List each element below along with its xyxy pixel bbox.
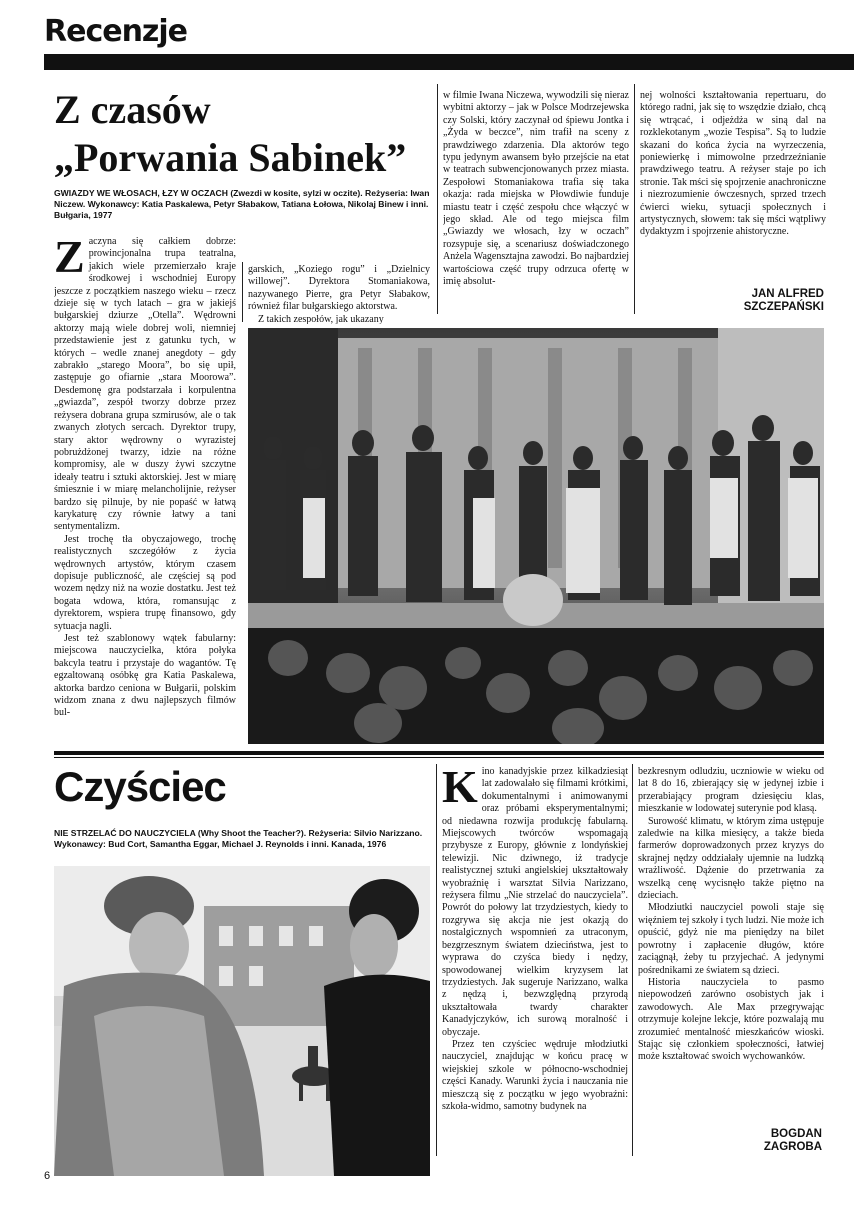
- article-divider: [54, 751, 824, 755]
- column-divider: [632, 764, 633, 1156]
- byline-line: ZAGROBA: [763, 1141, 822, 1153]
- section-label: Recenzje: [44, 14, 188, 49]
- article1-credits: GWIAZDY WE WŁOSACH, ŁZY W OCZACH (Zwezdi w kosite, sylzi w oczite). Reżyseria: Iwan Niczew. Wykonawcy: Katia Paskalewa, Petyr Słabakow, Tatiana Łołowa, Nikolaj Binew i inni. Bułgaria, 1977: [54, 188, 430, 220]
- article2-column-1: [442, 766, 628, 1158]
- column-divider: [634, 84, 635, 314]
- article1-column-2: [248, 264, 430, 324]
- article2-credits: NIE STRZELAĆ DO NAUCZYCIELA (Why Shoot the Teacher?). Reżyseria: Silvio Narizzano. Wykonawcy: Bud Cort, Samantha Eggar, Michael J. Reynolds i inni. Kanada, 1976: [54, 828, 423, 849]
- article1-paragraph: Z takich zespołów, jak ukazany: [258, 313, 384, 324]
- article1-paragraph: w filmie Iwana Niczewa, wywodzili się nieraz wybitni aktorzy – jak w Polsce Modrzejewska czy Solski, który zaczynał od śpiewu Jontka i „Żyda w beczce”, nim trafił na sceny z prawdziwego zdarzenia. Dla aktorów tego typu jedynym awansem było przejście na etat w teatrach subwencjonowanych przez miasta. Zespołowi Stomaniakowa trafia się taka okazja: rada miejska w Płowdiwie funduje miastu teatr i część zespołu chce włączyć w jego skład. Ale od tego miejsca film „Gwiazdy we włosach, łzy w oczach” rozsypuje się, a scenariusz doświadczonego Anżela Wagensztajna zawodzi. Bo najbardziej wartościowa część trupy odrzuca ofertę w imię absolut-: [443, 90, 629, 288]
- film-still-photo: [54, 866, 430, 1176]
- article1-paragraph: aczyna się całkiem dobrze: prowincjonalna trupa teatralna, jakich wiele przemierzało kraje środkowej i wschodniej Europy jeszcze z początkiem naszego wieku – rzecz dzieje się w tych latach – gra w jakiejś bułgarskiej dziurze „Otella”. Wędrowni aktorzy mają wiele dobrej woli, niemniej przedstawienie jest z gatunku tych, w których – wedle znanej anegdoty – gdy zabrakło „starego Moora”, bo się upił, zastępuje go ofiarnie „stara Moorowa”. Desdemonę gra podstarzała i korpulentna „gwiazda”, zespół tworzy dobrze przez reżysera dobrana grupa szmirusów, ale o tak zwanych złotych sercach. Dyrektor trupy, stary aktor wędrowny o wyrazistej pobrużdżonej twarzy, idzie na różne kompromisy, ale w duszy żywi szczytne ideały teatru i sztuki aktorskiej. Jest w miarę śmiesznie i w miarę melancholijnie, reżyser bardzo się pilnuje, by nie popaść w łatwą karykaturę czy równie łatwy a tani sentymentalizm.: [54, 236, 236, 533]
- article1-column-1: [54, 236, 236, 746]
- article2-paragraph: Młodziutki nauczyciel powoli staje się więźniem tej szkoły i tych ludzi. Nie może ich opuścić, gdyż nie ma pieniędzy na bilet powrotny i zapłacenie długów, które zaciągnął, żeby tu przyjechać. A jedynymi pośrednikami ze światem są dzieci.: [638, 902, 824, 976]
- article1-byline: [640, 288, 824, 314]
- column-divider: [436, 764, 437, 1156]
- article2-byline: [638, 1128, 822, 1154]
- article2-paragraph: ino kanadyjskie przez kilkadziesiąt lat zadowalało się filmami krótkimi, dokumentalnymi i animowanymi oraz próbami eksperymentalnymi; od niedawna rozwija produkcję fabularną. Miejscowych twórców wspomagają przybysze z Europy, głównie z londyńskiej telewizji. Nic dziwnego, iż tradycje realistycznej sztuki angielskiej ukształtowały wyobraźnię i warsztat Silvia Narizzano, reżysera filmu „Nie strzelać do nauczyciela”. Powrót do połowy lat trzydziestych, kiedy to rozgrywa się akcja nie jest okazją do nostalgicznych wspomnień za utraconym, bezgrzesznym światem dzieciństwa, jest to wyprawa do czyśca biedy i nędzy, spowodowanej wielkim kryzysem lat trzydziestych. Jak sugeruje Narizzano, walka z nędzą i, bezwzględną przyrodą ukształtowała twardy charakter Kanadyjczyków, ich surową moralność i obyczaje.: [442, 766, 628, 1038]
- article1-title-line2: „Porwania Sabinek”: [54, 135, 407, 180]
- column-divider: [437, 84, 438, 314]
- article1-paragraph: nej wolności kształtowania repertuaru, do którego radni, jak się to wszędzie działo, chcą się wtrącać, i odjeżdża w siną dal na rozklekotanym „wozie Tespisa”. Są to ludzie skazani do końca życia na wyrzeczenia, poniewierkę i mimowolne przedrzeźnianie prawdziwego teatru. A reżyser staje po ich stronie. Tak mści się spojrzenie anachroniczne i niezrozumienie ówczesnych, sprzed trzech ćwierci wieku, sytuacji społecznych i artystycznych, słowem: tak się mści wątpliwy dydaktyzm i spojrzenie ahistoryczne.: [640, 90, 826, 238]
- article1-column-4: [640, 90, 826, 270]
- article2-paragraph: bezkresnym odludziu, uczniowie w wieku od lat 8 do 16, zbierający się w jedynej izbie i przerabiający program dziesięciu klas, mieszkanie w lodowatej suterynie pod klasą.: [638, 766, 824, 815]
- article2-paragraph: Przez ten czyściec wędruje młodziutki nauczyciel, znajdując w końcu pracę w wiejskiej szkole w północno-wschodniej części Kanady. Warunki życia i nauczania nie mieszczą się z początku w jego wyobraźni: szkoła-widmo, samotny budynek na: [442, 1038, 628, 1112]
- article2-paragraph: Surowość klimatu, w którym zima ustępuje zaledwie na kilka miesięcy, a także bieda farmerów doprowadzonych przez kryzys do skrajnej nędzy oddziałały ujemnie na ludzką wrażliwość. Dążenie do przetrwania za wszelką cenę wycisnęło także piętno na dzieciach.: [638, 815, 824, 902]
- article2-dropcap: K: [442, 766, 478, 812]
- byline-line: SZCZEPAŃSKI: [743, 301, 824, 313]
- header-rule: [44, 54, 854, 70]
- page-number: 6: [44, 1170, 51, 1182]
- article-divider-thin: [54, 757, 824, 758]
- article2-column-2: [638, 766, 824, 1106]
- article2-title: Czyściec: [54, 763, 226, 810]
- column-divider: [242, 262, 243, 322]
- article1-title: [54, 86, 434, 182]
- stage-scene-photo: [248, 328, 824, 744]
- article1-dropcap: Z: [54, 236, 85, 282]
- article1-paragraph: Jest trochę tła obyczajowego, trochę realistycznych szczegółów z życia wędrownych artystów, którym czasem dopisuje publiczność, ale częściej są pod wozem nędzy niż na wozie dostatku. Jest też bogata wdowa, która, romansując z dyrektorem, wspiera trupę finansowo, gdy sytuacja nagli.: [54, 533, 236, 632]
- article1-paragraph: Jest też szablonowy wątek fabularny: miejscowa nauczycielka, która połyka bakcyla teatru i przystaje do wagantów. Tę egzaltowaną osóbkę gra Katia Paskalewa, aktorka bardzo ceniona w Bułgarii, polskim widzom znana z dwu najlepszych filmów bul-: [54, 633, 236, 719]
- article1-column-3: [443, 90, 629, 316]
- article2-paragraph: Historia nauczyciela to pasmo niepowodzeń zarówno osobistych jak i zawodowych. Ale Max przegrywając otrzymuje kolejne lekcje, które pozwalają mu zrozumieć mentalność mieszkańców wioski. Stając się członkiem społeczności, łatwiej może kształtować swoich wychowanków.: [638, 976, 824, 1063]
- article1-paragraph: garskich, „Koziego rogu” i „Dzielnicy willowej”. Dyrektora Stomaniakowa, nazywanego Pierre, gra Petyr Słabakow, również filar bułgarskiego aktorstwa.: [248, 264, 430, 313]
- byline-line: BOGDAN: [770, 1128, 822, 1140]
- article1-title-line1: Z czasów: [54, 87, 211, 132]
- byline-line: JAN ALFRED: [751, 288, 824, 300]
